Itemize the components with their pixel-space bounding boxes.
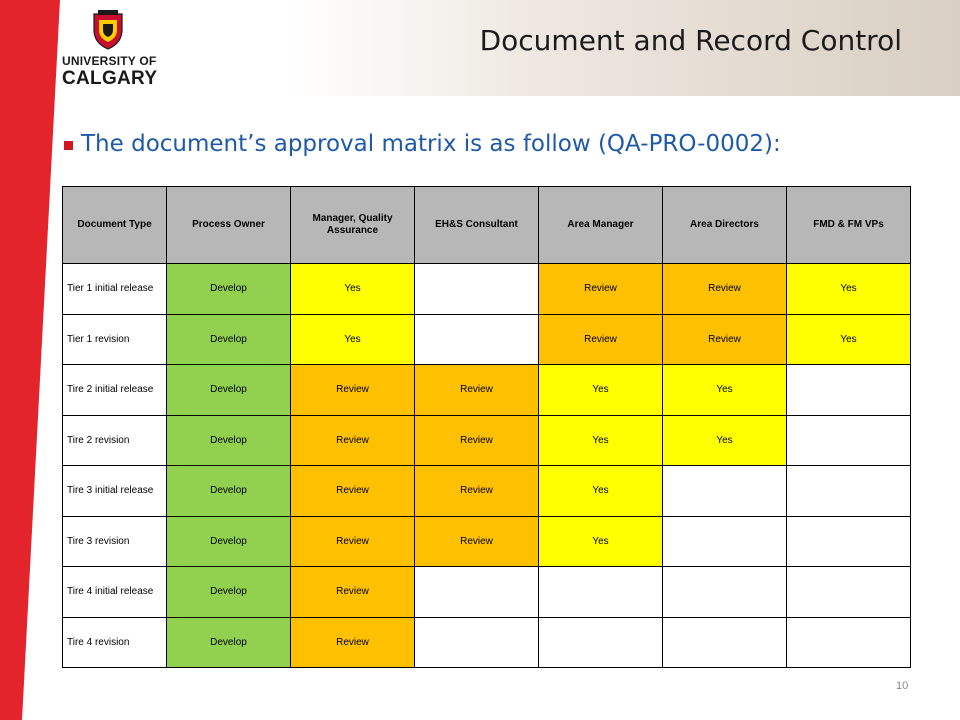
table-cell <box>787 567 911 618</box>
logo-text-calgary: CALGARY <box>62 68 158 89</box>
red-accent-stripe <box>0 0 60 720</box>
table-cell: Develop <box>167 314 291 365</box>
row-document-type: Tire 3 revision <box>63 516 167 567</box>
table-cell: Develop <box>167 365 291 416</box>
table-cell <box>415 567 539 618</box>
table-cell: Develop <box>167 415 291 466</box>
table-row <box>63 415 911 466</box>
row-document-type: Tire 2 revision <box>63 415 167 466</box>
square-bullet-icon <box>64 141 73 150</box>
page-number: 10 <box>896 680 909 692</box>
table-cell: Review <box>415 365 539 416</box>
table-cell: Review <box>415 415 539 466</box>
table-cell: Develop <box>167 617 291 668</box>
bullet-point <box>64 127 781 161</box>
slide-title: Document and Record Control <box>479 24 902 57</box>
table-cell: Develop <box>167 567 291 618</box>
university-logo <box>62 10 162 90</box>
table-cell <box>787 365 911 416</box>
crest-icon <box>92 10 124 50</box>
table-cell <box>663 516 787 567</box>
column-header: Document Type <box>63 187 167 264</box>
table-row <box>63 314 911 365</box>
table-cell <box>663 617 787 668</box>
row-document-type: Tire 2 initial release <box>63 365 167 416</box>
table-cell: Yes <box>291 314 415 365</box>
column-header: Area Directors <box>663 187 787 264</box>
table-cell: Yes <box>539 365 663 416</box>
table-row <box>63 264 911 315</box>
column-header: FMD & FM VPs <box>787 187 911 264</box>
table-cell: Yes <box>663 365 787 416</box>
column-header: Area Manager <box>539 187 663 264</box>
table-cell: Review <box>291 466 415 517</box>
table-cell: Review <box>415 516 539 567</box>
table-cell: Review <box>291 567 415 618</box>
table-cell <box>787 516 911 567</box>
column-header: Manager, Quality Assurance <box>291 187 415 264</box>
bullet-text: The document’s approval matrix is as follow (QA-PRO-0002): <box>81 131 781 157</box>
table-row <box>63 516 911 567</box>
row-document-type: Tier 1 initial release <box>63 264 167 315</box>
table-cell: Yes <box>787 314 911 365</box>
table-cell <box>663 567 787 618</box>
table-cell: Develop <box>167 264 291 315</box>
column-header: Process Owner <box>167 187 291 264</box>
table-cell: Review <box>663 314 787 365</box>
table-cell <box>415 617 539 668</box>
table-cell: Review <box>539 314 663 365</box>
table-cell <box>539 567 663 618</box>
table-cell <box>415 314 539 365</box>
table-cell: Review <box>539 264 663 315</box>
table-cell <box>787 415 911 466</box>
table-cell <box>787 466 911 517</box>
table-cell: Yes <box>787 264 911 315</box>
row-document-type: Tire 4 revision <box>63 617 167 668</box>
table-row <box>63 617 911 668</box>
table-cell: Review <box>291 365 415 416</box>
row-document-type: Tire 3 initial release <box>63 466 167 517</box>
table-cell <box>539 617 663 668</box>
row-document-type: Tire 4 initial release <box>63 567 167 618</box>
table-row <box>63 567 911 618</box>
table-row <box>63 365 911 416</box>
row-document-type: Tier 1 revision <box>63 314 167 365</box>
table-cell: Yes <box>291 264 415 315</box>
table-cell: Yes <box>539 466 663 517</box>
table-cell <box>415 264 539 315</box>
table-cell: Yes <box>539 415 663 466</box>
table-cell: Review <box>291 617 415 668</box>
table-cell <box>787 617 911 668</box>
table-cell: Review <box>663 264 787 315</box>
table-row <box>63 466 911 517</box>
table-cell: Develop <box>167 466 291 517</box>
table-header-row <box>63 187 911 264</box>
table-cell: Review <box>291 415 415 466</box>
table-cell <box>663 466 787 517</box>
table-cell: Develop <box>167 516 291 567</box>
table-cell: Yes <box>539 516 663 567</box>
approval-matrix-table <box>62 186 911 668</box>
table-cell: Yes <box>663 415 787 466</box>
logo-text-university-of: UNIVERSITY OF <box>62 54 157 68</box>
column-header: EH&S Consultant <box>415 187 539 264</box>
table-cell: Review <box>415 466 539 517</box>
table-cell: Review <box>291 516 415 567</box>
